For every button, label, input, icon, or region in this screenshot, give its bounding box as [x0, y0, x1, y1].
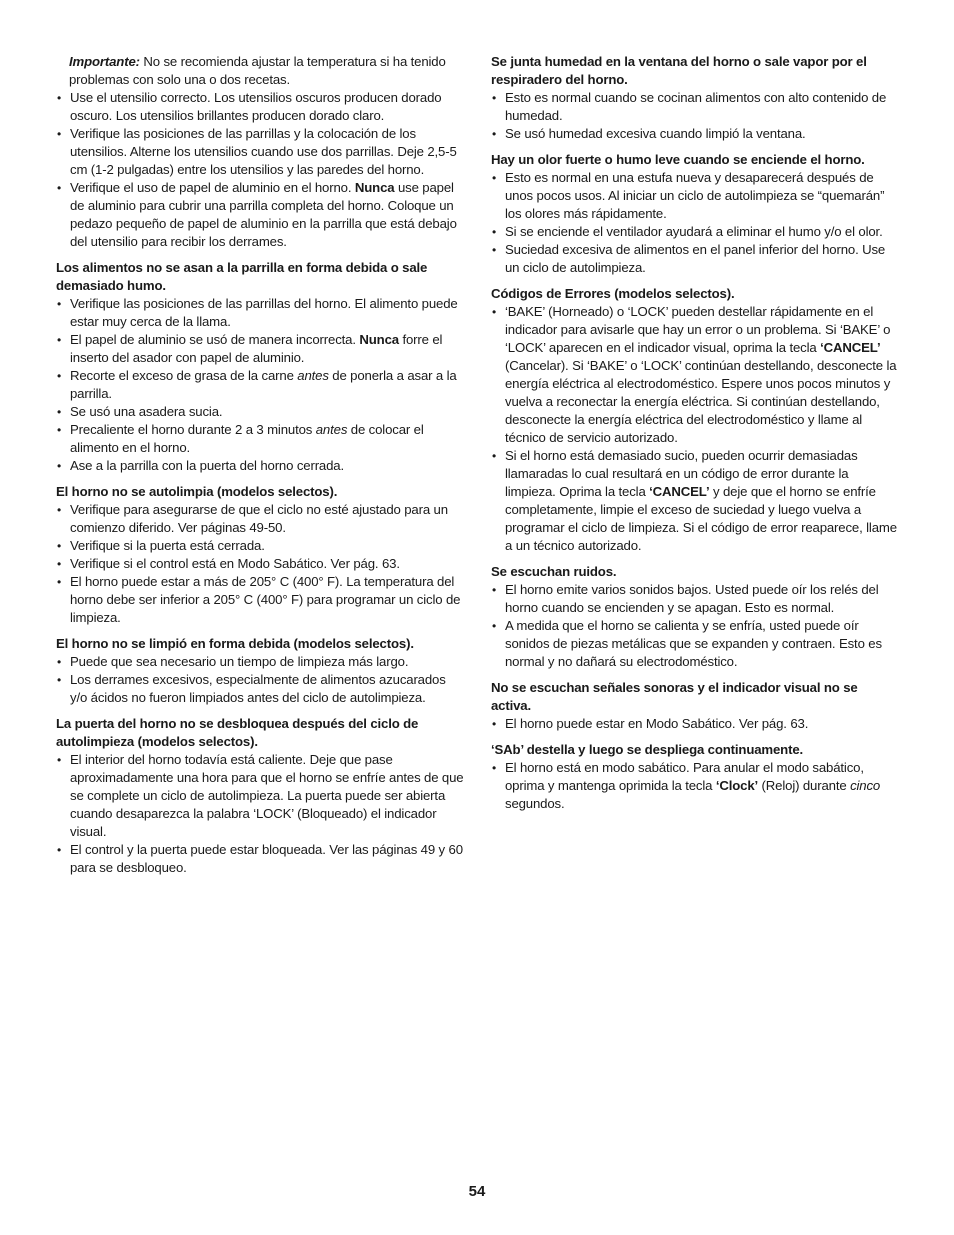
- list-item: [491, 759, 899, 813]
- list-item: [56, 501, 466, 537]
- text-run: El horno está en modo sabático. Para anular el modo sabático, oprima y mantenga oprimida la tecla: [505, 760, 864, 793]
- text-run: Ase a la parrilla con la puerta del horno cerrada.: [70, 458, 344, 473]
- bullet-list: [56, 751, 466, 877]
- text-run: Precaliente el horno durante 2 a 3 minutos: [70, 422, 316, 437]
- troubleshooting-section: [491, 151, 899, 277]
- text-run: Si el horno está demasiado sucio, pueden ocurrir demasiadas llamaradas lo cual resultará en un código de error durante la limpieza. Oprima la tecla: [505, 448, 858, 499]
- bullet-list: [491, 581, 899, 671]
- troubleshooting-section: [491, 53, 899, 143]
- section-heading: ‘SAb’ destella y luego se despliega continuamente.: [491, 742, 804, 757]
- list-item: [56, 653, 466, 671]
- text-run: Se usó humedad excesiva cuando limpió la ventana.: [505, 126, 806, 141]
- list-item: [491, 223, 899, 241]
- text-run: Los derrames excesivos, especialmente de alimentos azucarados y/o ácidos no fueron limpiados antes del ciclo de autolimpieza.: [70, 672, 446, 705]
- text-run: El control y la puerta puede estar bloqueada. Ver las páginas 49 y 60 para se desbloqueo.: [70, 842, 463, 875]
- list-item: [56, 403, 466, 421]
- text-run: Verifique si el control está en Modo Sabático. Ver pág. 63.: [70, 556, 400, 571]
- list-item: [491, 447, 899, 555]
- bold-text: ‘Clock’: [715, 778, 759, 793]
- text-run: El papel de aluminio se usó de manera incorrecta.: [70, 332, 360, 347]
- left-column: [56, 53, 466, 885]
- text-run: El horno emite varios sonidos bajos. Usted puede oír los relés del horno cuando se encienden y se apagan. Esto es normal.: [505, 582, 879, 615]
- troubleshooting-section: [56, 635, 466, 707]
- intro-bullet-list: [56, 89, 466, 251]
- list-item: [56, 751, 466, 841]
- text-run: Si se enciende el ventilador ayudará a eliminar el humo y/o el olor.: [505, 224, 883, 239]
- bullet-list: [56, 295, 466, 475]
- list-item: [56, 421, 466, 457]
- troubleshooting-section: [491, 679, 899, 733]
- page-number: 54: [468, 1183, 486, 1200]
- list-item: [56, 367, 466, 403]
- text-run: Esto es normal cuando se cocinan alimentos con alto contenido de humedad.: [505, 90, 887, 123]
- troubleshooting-section: [56, 715, 466, 877]
- list-item: [56, 125, 466, 179]
- section-heading: Los alimentos no se asan a la parrilla en forma debida o sale demasiado humo.: [56, 260, 428, 293]
- list-item: [56, 841, 466, 877]
- text-run: (Reloj) durante: [758, 778, 851, 793]
- text-run: de colocar el alimento en el horno.: [70, 422, 424, 455]
- text-run: forre el inserto del asador con papel de aluminio.: [70, 332, 443, 365]
- list-item: [56, 555, 466, 573]
- text-run: Suciedad excesiva de alimentos en el panel inferior del horno. Use un ciclo de autolimpieza.: [505, 242, 886, 275]
- section-heading: Se junta humedad en la ventana del horno o sale vapor por el respiradero del horno.: [491, 54, 867, 87]
- text-run: Verifique las posiciones de las parrillas y la colocación de los utensilios. Alterne los utensilios cuando use dos parrillas. Deje 2,5-5 cm (1-2 pulgadas) entre los utensilios y las paredes del horno.: [70, 126, 457, 177]
- italic-text: antes: [315, 422, 348, 437]
- italic-text: cinco: [850, 778, 881, 793]
- text-run: A medida que el horno se calienta y se enfría, usted puede oír sonidos de piezas metálicas que se expanden y contraen. Esto es normal y no dañará su electrodoméstico.: [505, 618, 882, 669]
- bullet-list: [56, 653, 466, 707]
- bullet-list: [491, 169, 899, 277]
- text-run: Se usó una asadera sucia.: [70, 404, 223, 419]
- list-item: [491, 715, 899, 733]
- bullet-list: [491, 89, 899, 143]
- intro-lead: Importante:: [69, 54, 140, 69]
- right-sections: [491, 53, 899, 813]
- bullet-list: [491, 759, 899, 813]
- section-heading: El horno no se limpió en forma debida (modelos selectos).: [56, 636, 414, 651]
- text-run: (Cancelar). Si ‘BAKE’ o ‘LOCK’ continúan destellando, desconecte la energía eléctrica al electrodoméstico. Espere unos pocos minutos y vuelva a reconectar la energía eléctrica. Si continúan destellando, desconecte la energía eléctrica del electrodoméstico y llame al técnico de servicio autorizado.: [505, 358, 897, 445]
- text-run: segundos.: [505, 796, 565, 811]
- list-item: [491, 617, 899, 671]
- troubleshooting-section: [491, 741, 899, 813]
- section-heading: No se escuchan señales sonoras y el indicador visual no se activa.: [491, 680, 858, 713]
- text-run: de ponerla a asar a la parrilla.: [70, 368, 457, 401]
- intro-text: No se recomienda ajustar la temperatura si ha tenido problemas con solo una o dos recetas.: [69, 54, 446, 87]
- section-heading: Se escuchan ruidos.: [491, 564, 617, 579]
- text-run: Verifique las posiciones de las parrillas del horno. El alimento puede estar muy cerca de la llama.: [70, 296, 458, 329]
- troubleshooting-section: [56, 483, 466, 627]
- list-item: [56, 295, 466, 331]
- list-item: [491, 125, 899, 143]
- text-run: Esto es normal en una estufa nueva y desaparecerá después de unos pocos usos. Al iniciar un ciclo de autolimpieza se “quemarán” los olores más rápidamente.: [505, 170, 885, 221]
- list-item: [56, 457, 466, 475]
- bullet-list: [491, 303, 899, 555]
- list-item: [491, 241, 899, 277]
- bullet-list: [56, 501, 466, 627]
- list-item: [56, 573, 466, 627]
- list-item: [491, 169, 899, 223]
- intro-paragraph: [56, 53, 466, 89]
- troubleshooting-section: [56, 259, 466, 475]
- troubleshooting-section: [491, 563, 899, 671]
- bullet-list: [491, 715, 899, 733]
- italic-text: antes: [297, 368, 329, 383]
- list-item: [491, 89, 899, 125]
- right-column: [491, 53, 899, 821]
- bold-text: ‘CANCEL’: [820, 340, 881, 355]
- text-run: Verifique para asegurarse de que el ciclo no esté ajustado para un comienzo diferido. Ver páginas 49-50.: [70, 502, 448, 535]
- bold-text: ‘CANCEL’: [649, 484, 710, 499]
- list-item: [56, 537, 466, 555]
- list-item: [56, 331, 466, 367]
- text-run: El horno puede estar a más de 205° C (400° F). La temperatura del horno debe ser inferior a 205° C (400° F) para programar un ciclo de limpieza.: [70, 574, 461, 625]
- text-run: Verifique el uso de papel de aluminio en el horno.: [70, 180, 355, 195]
- list-item: [491, 303, 899, 447]
- troubleshooting-section: [491, 285, 899, 555]
- list-item: [491, 581, 899, 617]
- text-run: El horno puede estar en Modo Sabático. Ver pág. 63.: [505, 716, 809, 731]
- section-heading: La puerta del horno no se desbloquea después del ciclo de autolimpieza (modelos selectos).: [56, 716, 419, 749]
- text-run: ‘BAKE’ (Horneado) o ‘LOCK’ pueden destellar rápidamente en el indicador para avisarle que hay un error o un problema. Si ‘BAKE’ o ‘LOCK’ aparecen en el indicador visual, oprima la tecla: [505, 304, 891, 355]
- section-heading: Hay un olor fuerte o humo leve cuando se enciende el horno.: [491, 152, 865, 167]
- text-run: Verifique si la puerta está cerrada.: [70, 538, 265, 553]
- list-item: [56, 89, 466, 125]
- text-run: El interior del horno todavía está caliente. Deje que pase aproximadamente una hora para que el horno se enfríe antes de que se complete un ciclo de autolimpieza. La puerta puede ser abierta cuando desaparezca la palabra ‘LOCK’ (Bloqueado) el indicador visual.: [70, 752, 464, 839]
- text-run: y deje que el horno se enfríe completamente, limpie el exceso de suciedad y luego vuelva a programar el ciclo de limpieza. Si el código de error reaparece, llame a un técnico autorizado.: [505, 484, 897, 553]
- bold-text: Nunca: [359, 332, 399, 347]
- text-run: Use el utensilio correcto. Los utensilios oscuros producen dorado oscuro. Los utensilios brillantes producen dorado claro.: [70, 90, 442, 123]
- section-heading: El horno no se autolimpia (modelos selectos).: [56, 484, 338, 499]
- section-heading: Códigos de Errores (modelos selectos).: [491, 286, 735, 301]
- list-item: [56, 179, 466, 251]
- left-sections: [56, 259, 466, 877]
- list-item: [56, 671, 466, 707]
- text-run: Recorte el exceso de grasa de la carne: [70, 368, 298, 383]
- text-run: use papel de aluminio para cubrir una parrilla completa del horno. Coloque un pedazo pequeño de papel de aluminio en la parrilla que está debajo del utensilio para recibir los derrames.: [70, 180, 457, 249]
- bold-text: Nunca: [354, 180, 395, 195]
- text-run: Puede que sea necesario un tiempo de limpieza más largo.: [70, 654, 409, 669]
